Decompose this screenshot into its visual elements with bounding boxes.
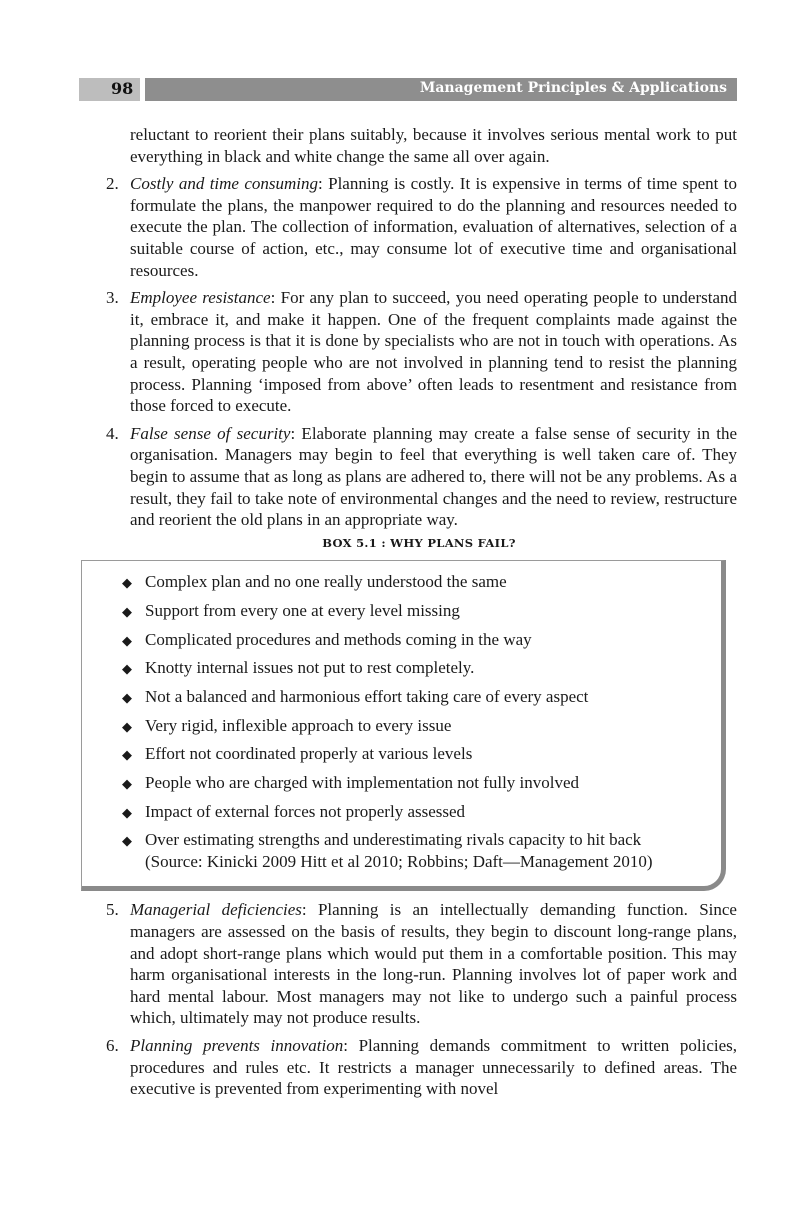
list-item (101, 1035, 737, 1100)
running-header (79, 78, 737, 101)
item-number: 3. (106, 288, 119, 308)
list-item (101, 423, 737, 531)
item-term: Managerial deficiencies (130, 900, 302, 920)
diamond-bullet-icon: ◆ (122, 747, 132, 763)
header-title-bar (145, 78, 737, 101)
item-term: Employee resistance (130, 288, 271, 308)
diamond-bullet-icon: ◆ (122, 718, 132, 734)
list-item (101, 173, 737, 281)
page-number: 98 (111, 79, 134, 98)
box-bullet: ◆ People who are charged with implementation not fully involved (120, 772, 721, 794)
diamond-bullet-icon: ◆ (122, 661, 132, 677)
diamond-bullet-icon: ◆ (122, 776, 132, 792)
box-bullet: ◆ Very rigid, inflexible approach to every issue (120, 715, 721, 737)
item-term: Planning prevents innovation (130, 1036, 344, 1056)
page-body (101, 124, 737, 1100)
box-bullet: ◆ Effort not coordinated properly at various levels (120, 743, 721, 765)
item-text: : Planning is costly. It is expensive in terms of time spent to formulate the plans, the manpower required to do the planning and resources needed to execute the plan. The collection of information, evaluation of alternatives, selection of a suitable course of action, etc., may consume lot of executive time and organisational resources. (130, 174, 737, 280)
box-bullet-list (82, 571, 721, 872)
box-bullet: ◆ Support from every one at every level missing (120, 600, 721, 622)
list-item (101, 287, 737, 417)
diamond-bullet-icon: ◆ (122, 690, 132, 706)
item-term: False sense of security (130, 423, 291, 443)
item-number: 4. (106, 423, 119, 443)
list-item (101, 899, 737, 1029)
diamond-bullet-icon: ◆ (122, 833, 132, 849)
continuation-paragraph: reluctant to reorient their plans suitably, because it involves serious mental work to put everything in black and white change the same all over again. (130, 125, 737, 166)
box-bullet: ◆ Knotty internal issues not put to rest completely. (120, 657, 721, 679)
box-bullet: ◆ Impact of external forces not properly assessed (120, 801, 721, 823)
item-term: Costly and time consuming (130, 174, 319, 194)
item-number: 5. (106, 900, 119, 920)
item-text: : Planning demands commitment to written policies, procedures and rules etc. It restricts a manager unnecessarily to defined areas. The executive is prevented from experimenting with novel (130, 1036, 737, 1099)
diamond-bullet-icon: ◆ (122, 804, 132, 820)
box-bullet: ◆ Not a balanced and harmonious effort taking care of every aspect (120, 686, 721, 708)
item-number: 6. (106, 1036, 119, 1056)
box-source: (Source: Kinicki 2009 Hitt et al 2010; Robbins; Daft—Management 2010) (145, 851, 653, 871)
box-bullet: ◆ Over estimating strengths and underestimating rivals capacity to hit back (Source: Kinicki 2009 Hitt et al 2010; Robbins; Daft—Management 2010) (120, 829, 721, 872)
item-text: : Elaborate planning may create a false sense of security in the organisation. Managers may begin to feel that everything is well taken care of. They begin to assume that as long as plans are adhered to, there will not be any problems. As a result, they fail to take note of environmental changes and the need to review, restructure and reorient the old plans in an appropriate way. (130, 423, 737, 530)
item-text: : For any plan to succeed, you need operating people to understand it, embrace it, and make it happen. One of the frequent complaints made against the planning process is that it is done by specialists who are not in touch with operations. As a result, operating people who are not involved in planning tend to resist the planning process. Planning ‘imposed from above’ often leads to resentment and resistance from those forced to execute. (130, 288, 738, 416)
book-title: Management Principles & Applications (419, 80, 727, 96)
box-bullet: ◆ Complicated procedures and methods coming in the way (120, 629, 721, 651)
box-title: BOX 5.1 : WHY PLANS FAIL? (322, 535, 516, 550)
diamond-bullet-icon: ◆ (122, 575, 132, 591)
diamond-bullet-icon: ◆ (122, 632, 132, 648)
item-text: : Planning is an intellectually demanding function. Since managers are assessed on the basis of results, they begin to discount long-range plans, and adopt short-range plans which would put them in a comfortable position. This may harm organisational interests in the long-run. Planning involves lot of paper work and hard mental labour. Most managers may not like to undergo such a painful process which, ultimately may not produce results. (130, 900, 737, 1028)
item-number: 2. (106, 174, 119, 194)
why-plans-fail-box (81, 560, 726, 891)
diamond-bullet-icon: ◆ (122, 603, 132, 619)
box-bullet: ◆ Complex plan and no one really understood the same (120, 571, 721, 593)
